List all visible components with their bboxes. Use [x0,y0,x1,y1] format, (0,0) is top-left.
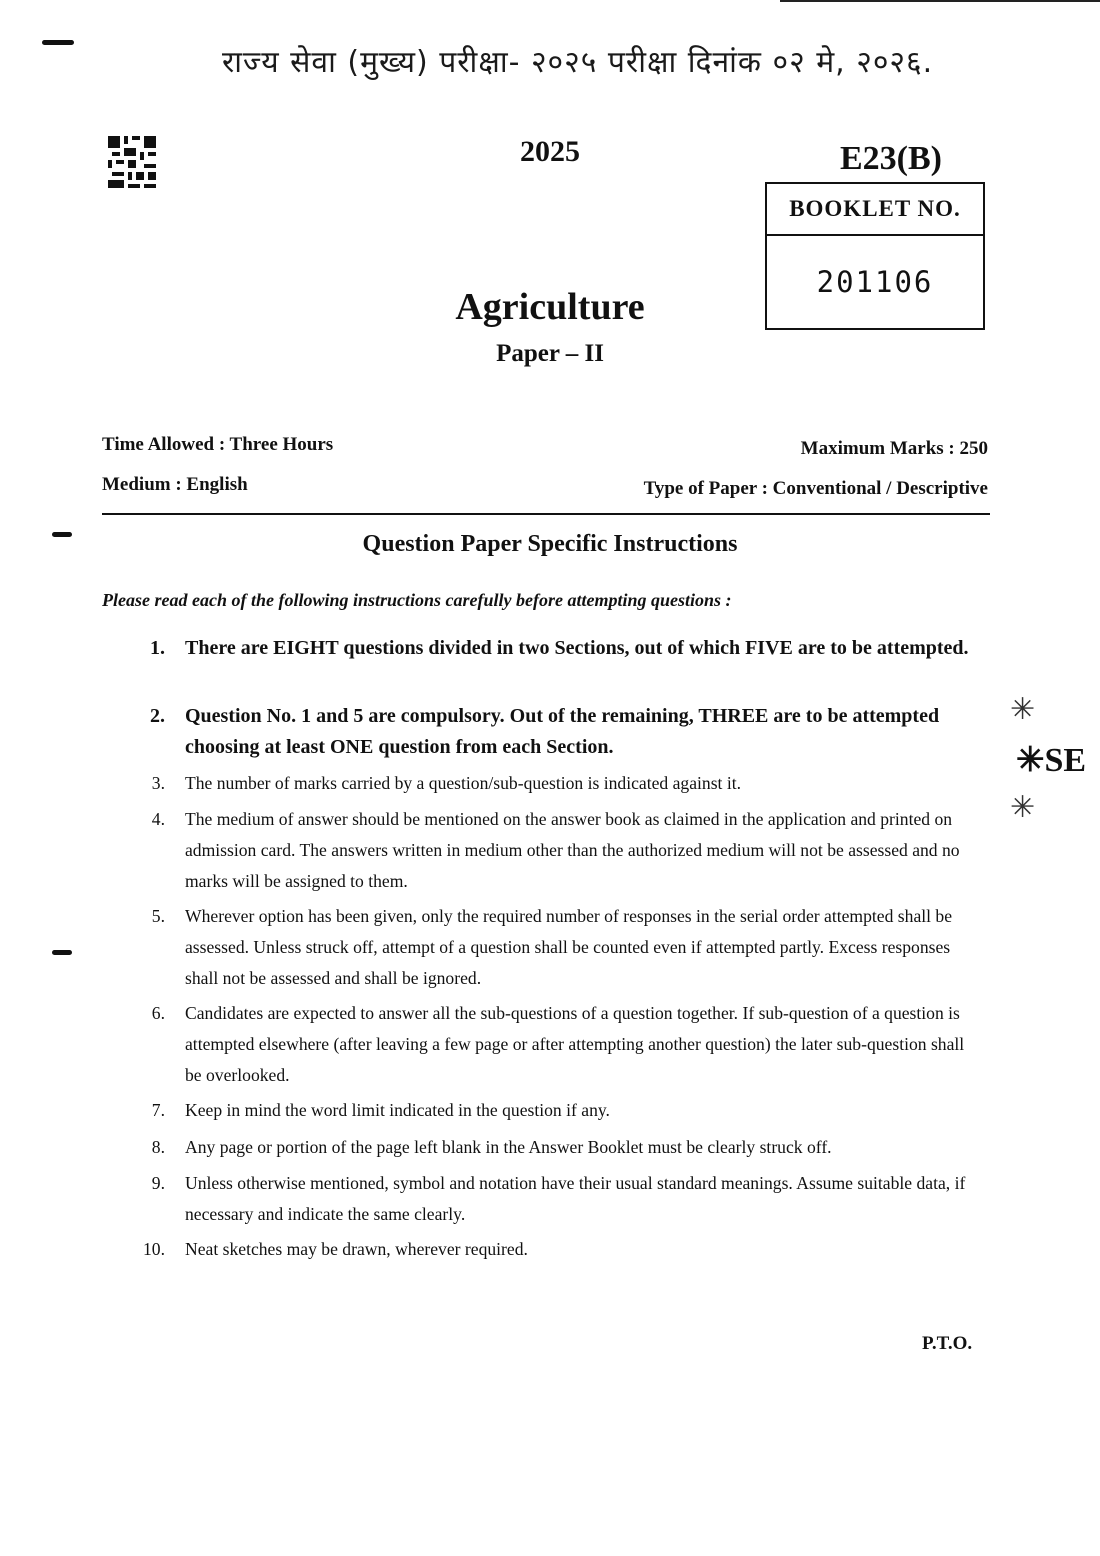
scan-mark [42,40,74,45]
instruction-text: Question No. 1 and 5 are compulsory. Out of the remaining, THREE are to be attempted choosing at least ONE question from each Section. [185,705,940,758]
asterisk-icon: ✳ [1010,693,1036,726]
instruction-number: 7. [151,1100,165,1120]
instruction-item [122,768,982,799]
instruction-item [122,1095,982,1126]
asterisk-icon: ✳ [1016,742,1045,779]
asterisk-icon: ✳ [1010,791,1036,824]
pto-label: P.T.O. [922,1333,973,1354]
instruction-item [122,1168,982,1230]
instruction-number: 4. [151,809,165,829]
instruction-number: 8. [151,1137,165,1157]
instruction-number: 5. [151,906,165,926]
top-border-line [780,0,1100,2]
instruction-number: 2. [150,705,165,727]
instruction-text: Candidates are expected to answer all the sub-questions of a question together. If sub-question of a question is attempted elsewhere (after leaving a few page or after attempting another question) the later sub-question shall be overlooked. [185,1003,965,1085]
instruction-text: The number of marks carried by a question/sub-question is indicated against it. [185,773,742,793]
divider-line [102,513,990,515]
side-fragment [1016,740,1086,780]
instruction-number: 1. [150,637,165,659]
medium: Medium : English [102,474,248,495]
time-allowed: Time Allowed : Three Hours [102,434,334,455]
instruction-text: There are EIGHT questions divided in two Sections, out of which FIVE are to be attempted. [185,637,969,659]
paper-code: E23(B) [840,140,942,177]
instruction-text: The medium of answer should be mentioned on the answer book as claimed in the application and printed on admission card. The answers written in medium other than the authorized medium will not be assessed and no marks will be assigned to them. [185,809,960,891]
subject-title: Agriculture [455,286,645,328]
handwritten-note: राज्य सेवा (मुख्य) परीक्षा- २०२५ परीक्षा दिनांक ०२ मे, २०२६. [222,45,934,80]
instruction-number: 10. [143,1239,165,1259]
instruction-item [122,633,982,664]
type-of-paper: Type of Paper : Conventional / Descriptive [643,478,988,499]
booklet-label: BOOKLET NO. [767,184,983,236]
instruction-number: 3. [151,773,165,793]
scan-mark [52,950,72,955]
instruction-number: 6. [151,1003,165,1023]
instruction-item [122,998,982,1091]
instruction-number: 9. [151,1173,165,1193]
maximum-marks: Maximum Marks : 250 [800,438,988,459]
instruction-text: Keep in mind the word limit indicated in the question if any. [185,1100,610,1120]
instruction-item [122,901,982,994]
instruction-text: Neat sketches may be drawn, wherever required. [185,1239,528,1259]
instructions-heading: Question Paper Specific Instructions [362,531,738,557]
instruction-item [122,1234,982,1265]
instruction-item [122,1132,982,1163]
booklet-number: 201106 [816,265,934,299]
paper-title: Paper – II [496,340,604,367]
instruction-text: Unless otherwise mentioned, symbol and notation have their usual standard meanings. Assume suitable data, if necessary and indicate the same clearly. [185,1173,966,1224]
instruction-text: Wherever option has been given, only the required number of responses in the serial order attempted shall be assessed. Unless struck off, attempt of a question shall be counted even if attempted partly. Excess responses shall not be assessed and shall be ignored. [185,906,953,988]
instruction-item [122,804,982,897]
exam-year: 2025 [520,135,580,168]
side-fragment-text: SE [1044,742,1087,779]
instructions-intro: Please read each of the following instructions carefully before attempting questions : [102,590,732,610]
instruction-text: Any page or portion of the page left blank in the Answer Booklet must be clearly struck off. [185,1137,832,1157]
instruction-item [122,701,982,763]
